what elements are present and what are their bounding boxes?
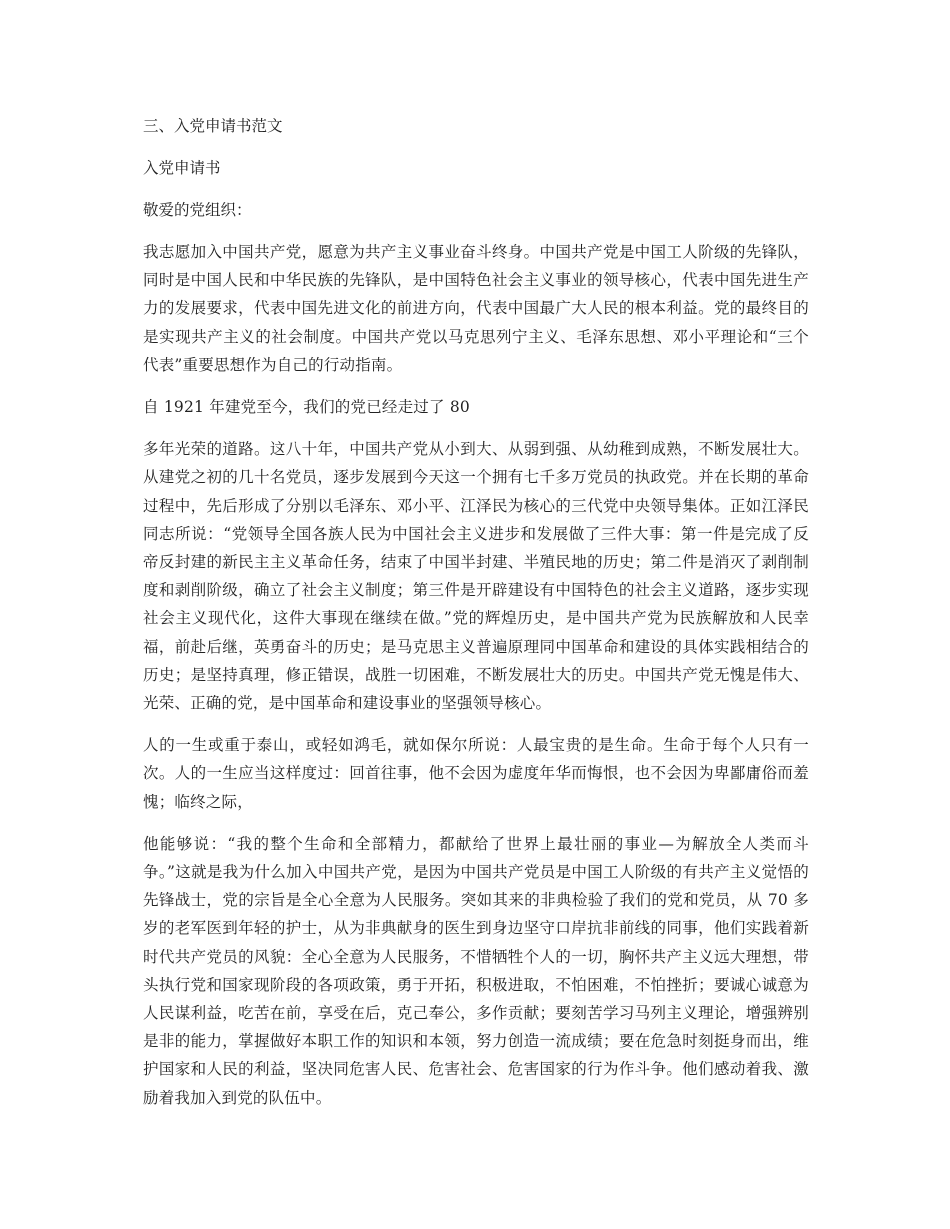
paragraph-5: 他能够说：“我的整个生命和全部精力，都献给了世界上最壮丽的事业—为解放全人类而斗争。”这就是我为什么加入中国共产党，是因为中国共产党员是中国工人阶级的有共产主义觉悟的先锋战士，党的宗旨是全心全意为人民服务。突如其来的非典检验了我们的党和党员，从 70 多岁的老军医到年轻的护士，从为非典献身的医生到身边坚守口岸抗非前线的同事，他们实践着新时代共产党员的风貌：全心全意为人民服务，不惜牺牲个人的一切，胸怀共产主义远大理想，带头执行党和国家现阶段的各项政策，勇于开拓，积极进取，不怕困难，不怕挫折；要诚心诚意为人民谋利益，吃苦在前，享受在后，克己奉公，多作贡献；要刻苦学习马列主义理论，增强辨别是非的能力，掌握做好本职工作的知识和本领，努力创造一流成绩；要在危急时刻挺身而出，维护国家和人民的利益，坚决同危害人民、危害社会、危害国家的行为作斗争。他们感动着我、激励着我加入到党的队伍中。 [143,834,809,1107]
document-page [143,112,809,1126]
section-heading: 三、入党申请书范文 [143,117,283,135]
paragraph-3: 多年光荣的道路。这八十年，中国共产党从小到大、从弱到强、从幼稚到成熟，不断发展壮大。从建党之初的几十名党员，逐步发展到今天这一个拥有七千多万党员的执政党。并在长期的革命过程中，先后形成了分别以毛泽东、邓小平、江泽民为核心的三代党中央领导集体。正如江泽民同志所说：“党领导全国各族人民为中国社会主义进步和发展做了三件大事：第一件是完成了反帝反封建的新民主主义革命任务，结束了中国半封建、半殖民地的历史；第二件是消灭了剥削制度和剥削阶级，确立了社会主义制度；第三件是开辟建设有中国特色的社会主义道路，逐步实现社会主义现代化，这件大事现在继续在做。”党的辉煌历史，是中国共产党为民族解放和人民幸福，前赴后继，英勇奋斗的历史；是马克思主义普遍原理同中国革命和建设的具体实践相结合的历史；是坚持真理，修正错误，战胜一切困难，不断发展壮大的历史。中国共产党无愧是伟大、光荣、正确的党，是中国革命和建设事业的坚强领导核心。 [143,440,809,713]
paragraph-1: 我志愿加入中国共产党，愿意为共产主义事业奋斗终身。中国共产党是中国工人阶级的先锋队，同时是中国人民和中华民族的先锋队，是中国特色社会主义事业的领导核心，代表中国先进生产力的发展要求，代表中国先进文化的前进方向，代表中国最广大人民的根本利益。党的最终目的是实现共产主义的社会制度。中国共产党以马克思列宁主义、毛泽东思想、邓小平理论和“三个代表”重要思想作为自己的行动指南。 [143,243,809,374]
paragraph-4: 人的一生或重于泰山，或轻如鸿毛，就如保尔所说：人最宝贵的是生命。生命于每个人只有一次。人的一生应当这样度过：回首往事，他不会因为虚度年华而悔恨，也不会因为卑鄙庸俗而羞愧；临终之际， [143,736,809,811]
document-title: 入党申请书 [143,159,221,177]
paragraph-2: 自 1921 年建党至今，我们的党已经走过了 80 [143,398,470,417]
salutation: 敬爱的党组织： [143,201,252,219]
